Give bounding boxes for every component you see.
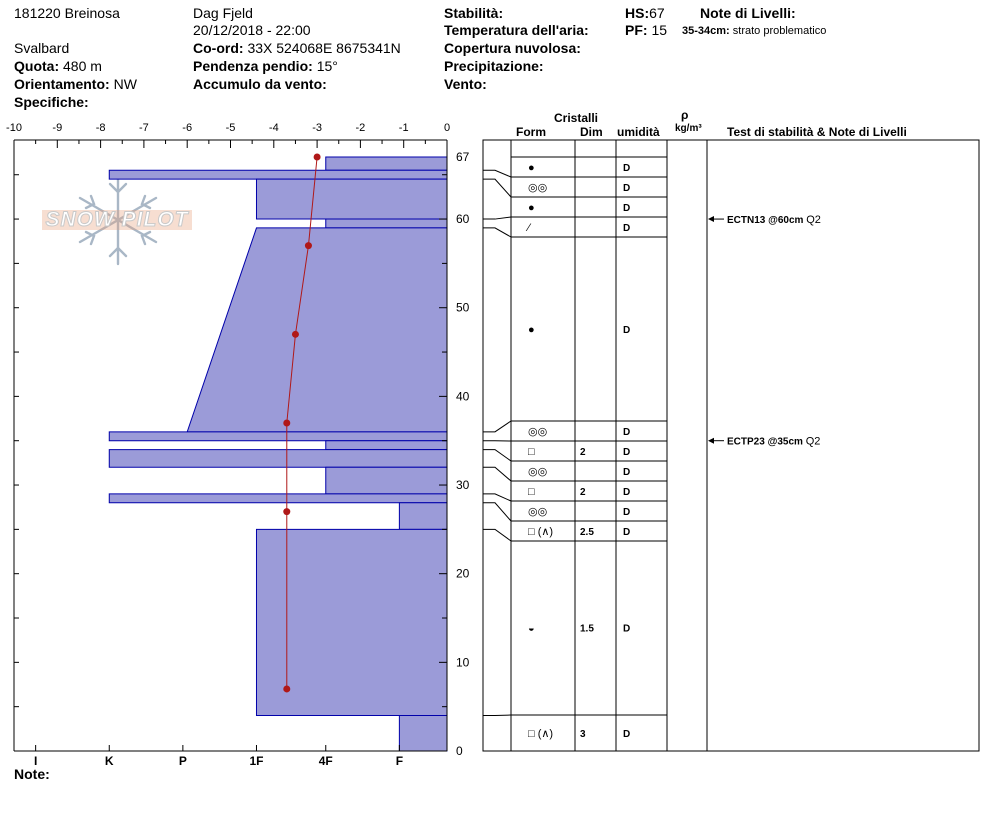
grain-form: ● bbox=[528, 202, 535, 214]
hardness-tick-label: I bbox=[33, 754, 38, 768]
grain-size: 2 bbox=[580, 487, 586, 498]
moisture-value: D bbox=[623, 183, 631, 194]
depth-connector bbox=[483, 450, 511, 461]
hardness-tick-label: F bbox=[395, 754, 404, 768]
moisture-value: D bbox=[623, 447, 631, 458]
notes-label: Note: bbox=[14, 766, 50, 782]
stability-label: Stabilità: bbox=[444, 5, 504, 21]
depth-connector bbox=[483, 494, 511, 501]
test-arrow-icon bbox=[708, 216, 714, 222]
depth-connector bbox=[483, 467, 511, 481]
moisture-value: D bbox=[623, 223, 631, 234]
moisture-value: D bbox=[623, 427, 631, 438]
moisture-value: D bbox=[623, 729, 631, 740]
slope-value: 15° bbox=[316, 58, 338, 74]
moisture-value: D bbox=[623, 163, 631, 174]
grain-form: ● bbox=[528, 162, 535, 174]
temp-tick-label: -2 bbox=[355, 122, 366, 134]
grain-form: □ bbox=[528, 486, 535, 498]
hardness-tick-label: 4F bbox=[318, 754, 333, 768]
depth-tick-label: 0 bbox=[456, 744, 463, 758]
depth-connector bbox=[483, 529, 511, 541]
aspect-value: NW bbox=[113, 76, 137, 92]
depth-tick-label: 67 bbox=[456, 150, 470, 164]
grain-form: ◎◎ bbox=[528, 426, 548, 438]
depth-tick-label: 20 bbox=[456, 566, 470, 581]
moisture-value: D bbox=[623, 325, 631, 336]
density-header: ρ bbox=[681, 108, 689, 122]
moisture-value: D bbox=[623, 203, 631, 214]
air-temp-label: Temperatura dell'aria: bbox=[444, 22, 589, 38]
moisture-value: D bbox=[623, 527, 631, 538]
hardness-tick-label: K bbox=[104, 754, 114, 768]
grain-size: 2.5 bbox=[580, 527, 594, 538]
depth-connector bbox=[483, 170, 511, 177]
temp-tick-label: -3 bbox=[312, 122, 322, 134]
layer-note-range: 35-34cm: bbox=[682, 25, 730, 37]
grain-form: ◎◎ bbox=[528, 466, 548, 478]
temp-tick-label: -5 bbox=[225, 122, 236, 134]
depth-tick-label: 10 bbox=[456, 655, 470, 670]
moisture-value: D bbox=[623, 487, 631, 498]
hs-value: 67 bbox=[649, 5, 665, 21]
grain-form: ◎◎ bbox=[528, 506, 548, 518]
grain-form: ⁄ bbox=[528, 222, 530, 234]
coord-label: Co-ord: bbox=[193, 40, 244, 56]
grain-form: □ (∧) bbox=[528, 728, 554, 740]
hardness-tick-label: P bbox=[178, 754, 187, 768]
observer-name: Dag Fjeld bbox=[193, 5, 253, 21]
layer-notes-label: Note di Livelli: bbox=[700, 5, 796, 21]
layer-note-text: strato problematico bbox=[732, 25, 827, 37]
test-result: ECTN13 @60cm bbox=[727, 215, 807, 227]
form-header: Form bbox=[516, 125, 546, 139]
moisture-header: umidità bbox=[617, 125, 660, 139]
grain-size: 2 bbox=[580, 447, 586, 458]
test-result: ECTP23 @35cm bbox=[727, 436, 806, 448]
pf-label: PF: bbox=[625, 22, 648, 38]
cloud-cover-label: Copertura nuvolosa: bbox=[444, 40, 581, 56]
size-header: Dim bbox=[580, 125, 603, 139]
elevation-label: Quota: bbox=[14, 58, 60, 74]
wind-label: Vento: bbox=[444, 76, 487, 92]
grain-size: 3 bbox=[580, 729, 586, 740]
grain-form: ● bbox=[528, 324, 535, 336]
stability-tests-header: Test di stabilità & Note di Livelli bbox=[727, 125, 907, 139]
moisture-value: D bbox=[623, 467, 631, 478]
temp-tick-label: -7 bbox=[139, 122, 149, 134]
depth-tick-label: 60 bbox=[456, 212, 470, 227]
density-unit: kg/m³ bbox=[675, 123, 702, 134]
depth-tick-label: 30 bbox=[456, 478, 470, 493]
date-time: 20/12/2018 - 22:00 bbox=[193, 22, 311, 38]
temp-tick-label: 0 bbox=[443, 122, 451, 134]
specifics-label: Specifiche: bbox=[14, 94, 89, 110]
temp-tick-label: -9 bbox=[52, 122, 63, 134]
observation-id: 181220 Breinosa bbox=[14, 5, 120, 21]
depth-connector bbox=[483, 217, 511, 219]
grain-form: □ bbox=[528, 446, 535, 458]
grain-size: 1.5 bbox=[580, 623, 594, 635]
moisture-value: D bbox=[623, 507, 631, 518]
depth-tick-label: 50 bbox=[456, 300, 470, 315]
slope-label: Pendenza pendio: bbox=[193, 58, 313, 74]
grain-form: ◒ bbox=[528, 622, 535, 635]
wind-loading-label: Accumulo da vento: bbox=[193, 76, 327, 92]
temp-tick-label: -8 bbox=[95, 122, 106, 134]
depth-connector bbox=[483, 421, 511, 432]
hardness-tick-label: 1F bbox=[249, 754, 264, 768]
depth-connector bbox=[483, 715, 511, 716]
pf-value: 15 bbox=[651, 22, 668, 38]
test-arrow-icon bbox=[708, 438, 714, 444]
temp-tick-label: -1 bbox=[398, 122, 409, 134]
region: Svalbard bbox=[14, 40, 70, 56]
temp-tick-label: -10 bbox=[6, 122, 22, 134]
crystals-header: Cristalli bbox=[554, 111, 599, 125]
depth-connector bbox=[483, 228, 511, 237]
depth-connector bbox=[483, 503, 511, 521]
hs-label: HS: bbox=[625, 5, 650, 21]
depth-tick-label: 40 bbox=[456, 389, 470, 404]
elevation-value: 480 m bbox=[63, 58, 102, 74]
temp-tick-label: -4 bbox=[268, 122, 279, 134]
moisture-value: D bbox=[623, 623, 631, 635]
depth-connector bbox=[483, 179, 511, 197]
grain-form: □ (∧) bbox=[528, 526, 554, 538]
coord-value: 33X 524068E 8675341N bbox=[247, 40, 401, 56]
aspect-label: Orientamento: bbox=[14, 76, 110, 92]
temp-tick-label: -6 bbox=[182, 122, 193, 134]
snowpilot-wordmark: SNOW PILOT bbox=[45, 208, 189, 231]
grain-form: ◎◎ bbox=[528, 182, 548, 194]
test-quality: Q2 bbox=[806, 214, 821, 227]
stability-test bbox=[727, 214, 821, 226]
precipitation-label: Precipitazione: bbox=[444, 58, 544, 74]
stability-test bbox=[727, 436, 820, 448]
test-quality: Q2 bbox=[805, 435, 821, 448]
